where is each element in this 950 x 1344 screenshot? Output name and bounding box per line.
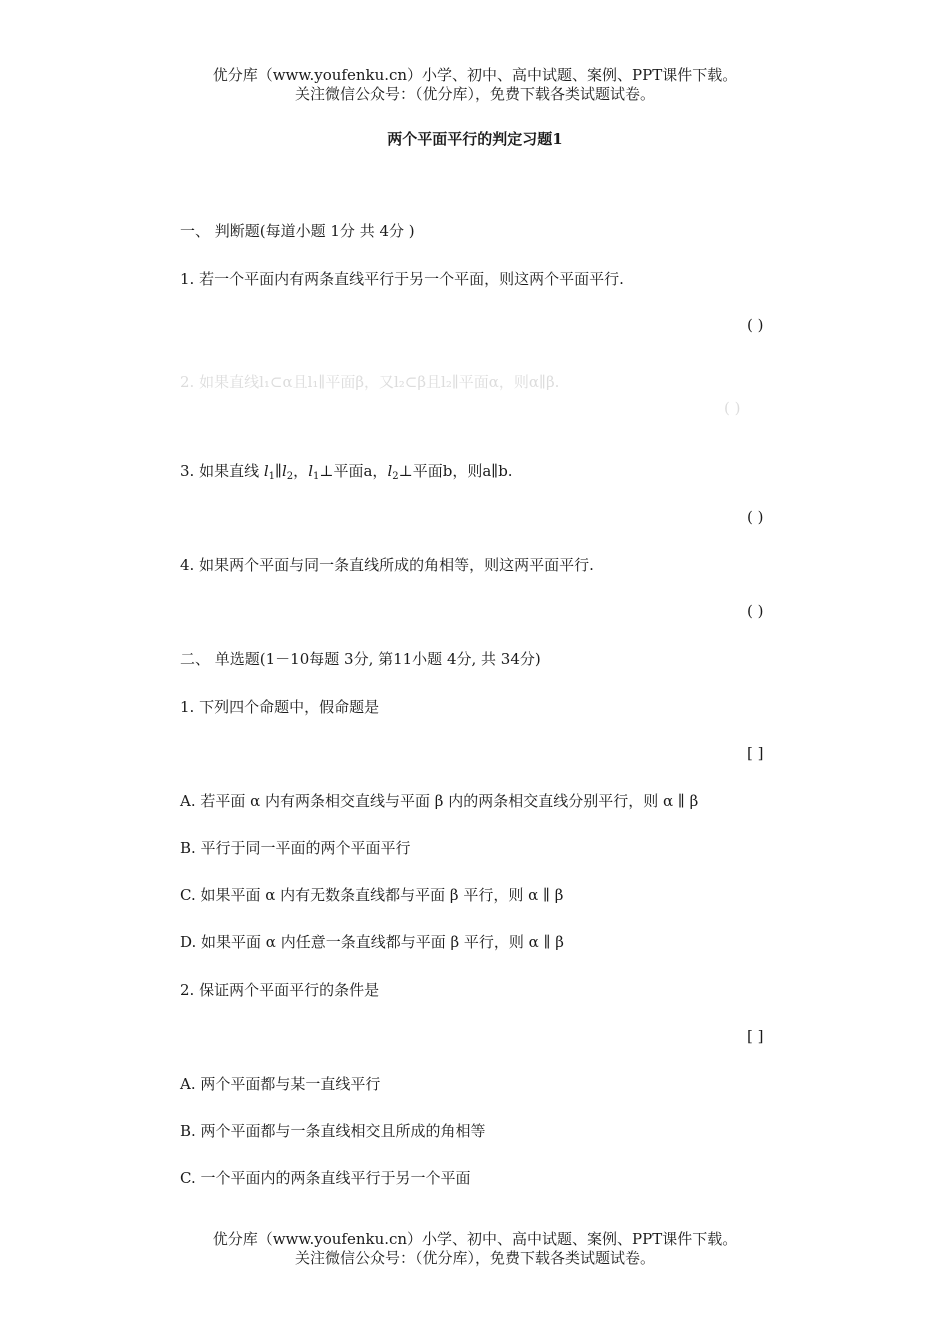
page-title: 两个平面平行的判定习题1: [387, 130, 563, 148]
s1-question-3-answer-bracket: ( ): [747, 508, 764, 526]
s2-q2-option-a: A. 两个平面都与某一直线平行: [180, 1075, 381, 1093]
s1-question-2-faded: 2. 如果直线l₁⊂α且l₁∥平面β，又l₂⊂β且l₂∥平面α，则α∥β.: [180, 373, 560, 391]
s2-question-2: 2. 保证两个平面平行的条件是: [180, 981, 380, 999]
s2-question-1-answer-bracket: [ ]: [747, 744, 764, 762]
footer-line-2: 关注微信公众号：（优分库），免费下载各类试题试卷。: [294, 1249, 655, 1267]
s2-q1-option-a: A. 若平面 α 内有两条相交直线与平面 β 内的两条相交直线分别平行，则 α ∥ β: [180, 792, 699, 810]
s2-q1-option-d: D. 如果平面 α 内任意一条直线都与平面 β 平行，则 α ∥ β: [180, 933, 564, 951]
section-2-heading: 二、 单选题(1－10每题 3分, 第11小题 4分, 共 34分): [180, 650, 541, 668]
footer-line-1: 优分库（www.youfenku.cn）小学、初中、高中试题、案例、PPT课件下载。: [212, 1230, 738, 1248]
s2-q2-option-b: B. 两个平面都与一条直线相交且所成的角相等: [180, 1122, 486, 1140]
s1-question-3: 3. 如果直线 $l_1\parallel l_2$，$l_1\perp$平面a，$l_2\perp$平面b，则a∥b.: [180, 462, 513, 482]
s1-question-1: 1. 若一个平面内有两条直线平行于另一个平面，则这两个平面平行.: [180, 270, 624, 288]
s2-q1-option-b: B. 平行于同一平面的两个平面平行: [180, 839, 411, 857]
s1-question-4: 4. 如果两个平面与同一条直线所成的角相等，则这两平面平行.: [180, 556, 594, 574]
s2-question-2-answer-bracket: [ ]: [747, 1027, 764, 1045]
header-line-1: 优分库（www.youfenku.cn）小学、初中、高中试题、案例、PPT课件下载。: [212, 66, 738, 84]
s1-question-2-answer-bracket: ( ): [724, 399, 741, 417]
section-1-heading: 一、 判断题(每道小题 1分 共 4分 ): [180, 222, 415, 240]
s2-q1-option-c: C. 如果平面 α 内有无数条直线都与平面 β 平行，则 α ∥ β: [180, 886, 564, 904]
s1-question-4-answer-bracket: ( ): [747, 602, 764, 620]
s2-q2-option-c: C. 一个平面内的两条直线平行于另一个平面: [180, 1169, 471, 1187]
s1-question-1-answer-bracket: ( ): [747, 316, 764, 334]
s2-question-1: 1. 下列四个命题中，假命题是: [180, 698, 380, 716]
header-line-2: 关注微信公众号：（优分库），免费下载各类试题试卷。: [294, 85, 655, 103]
